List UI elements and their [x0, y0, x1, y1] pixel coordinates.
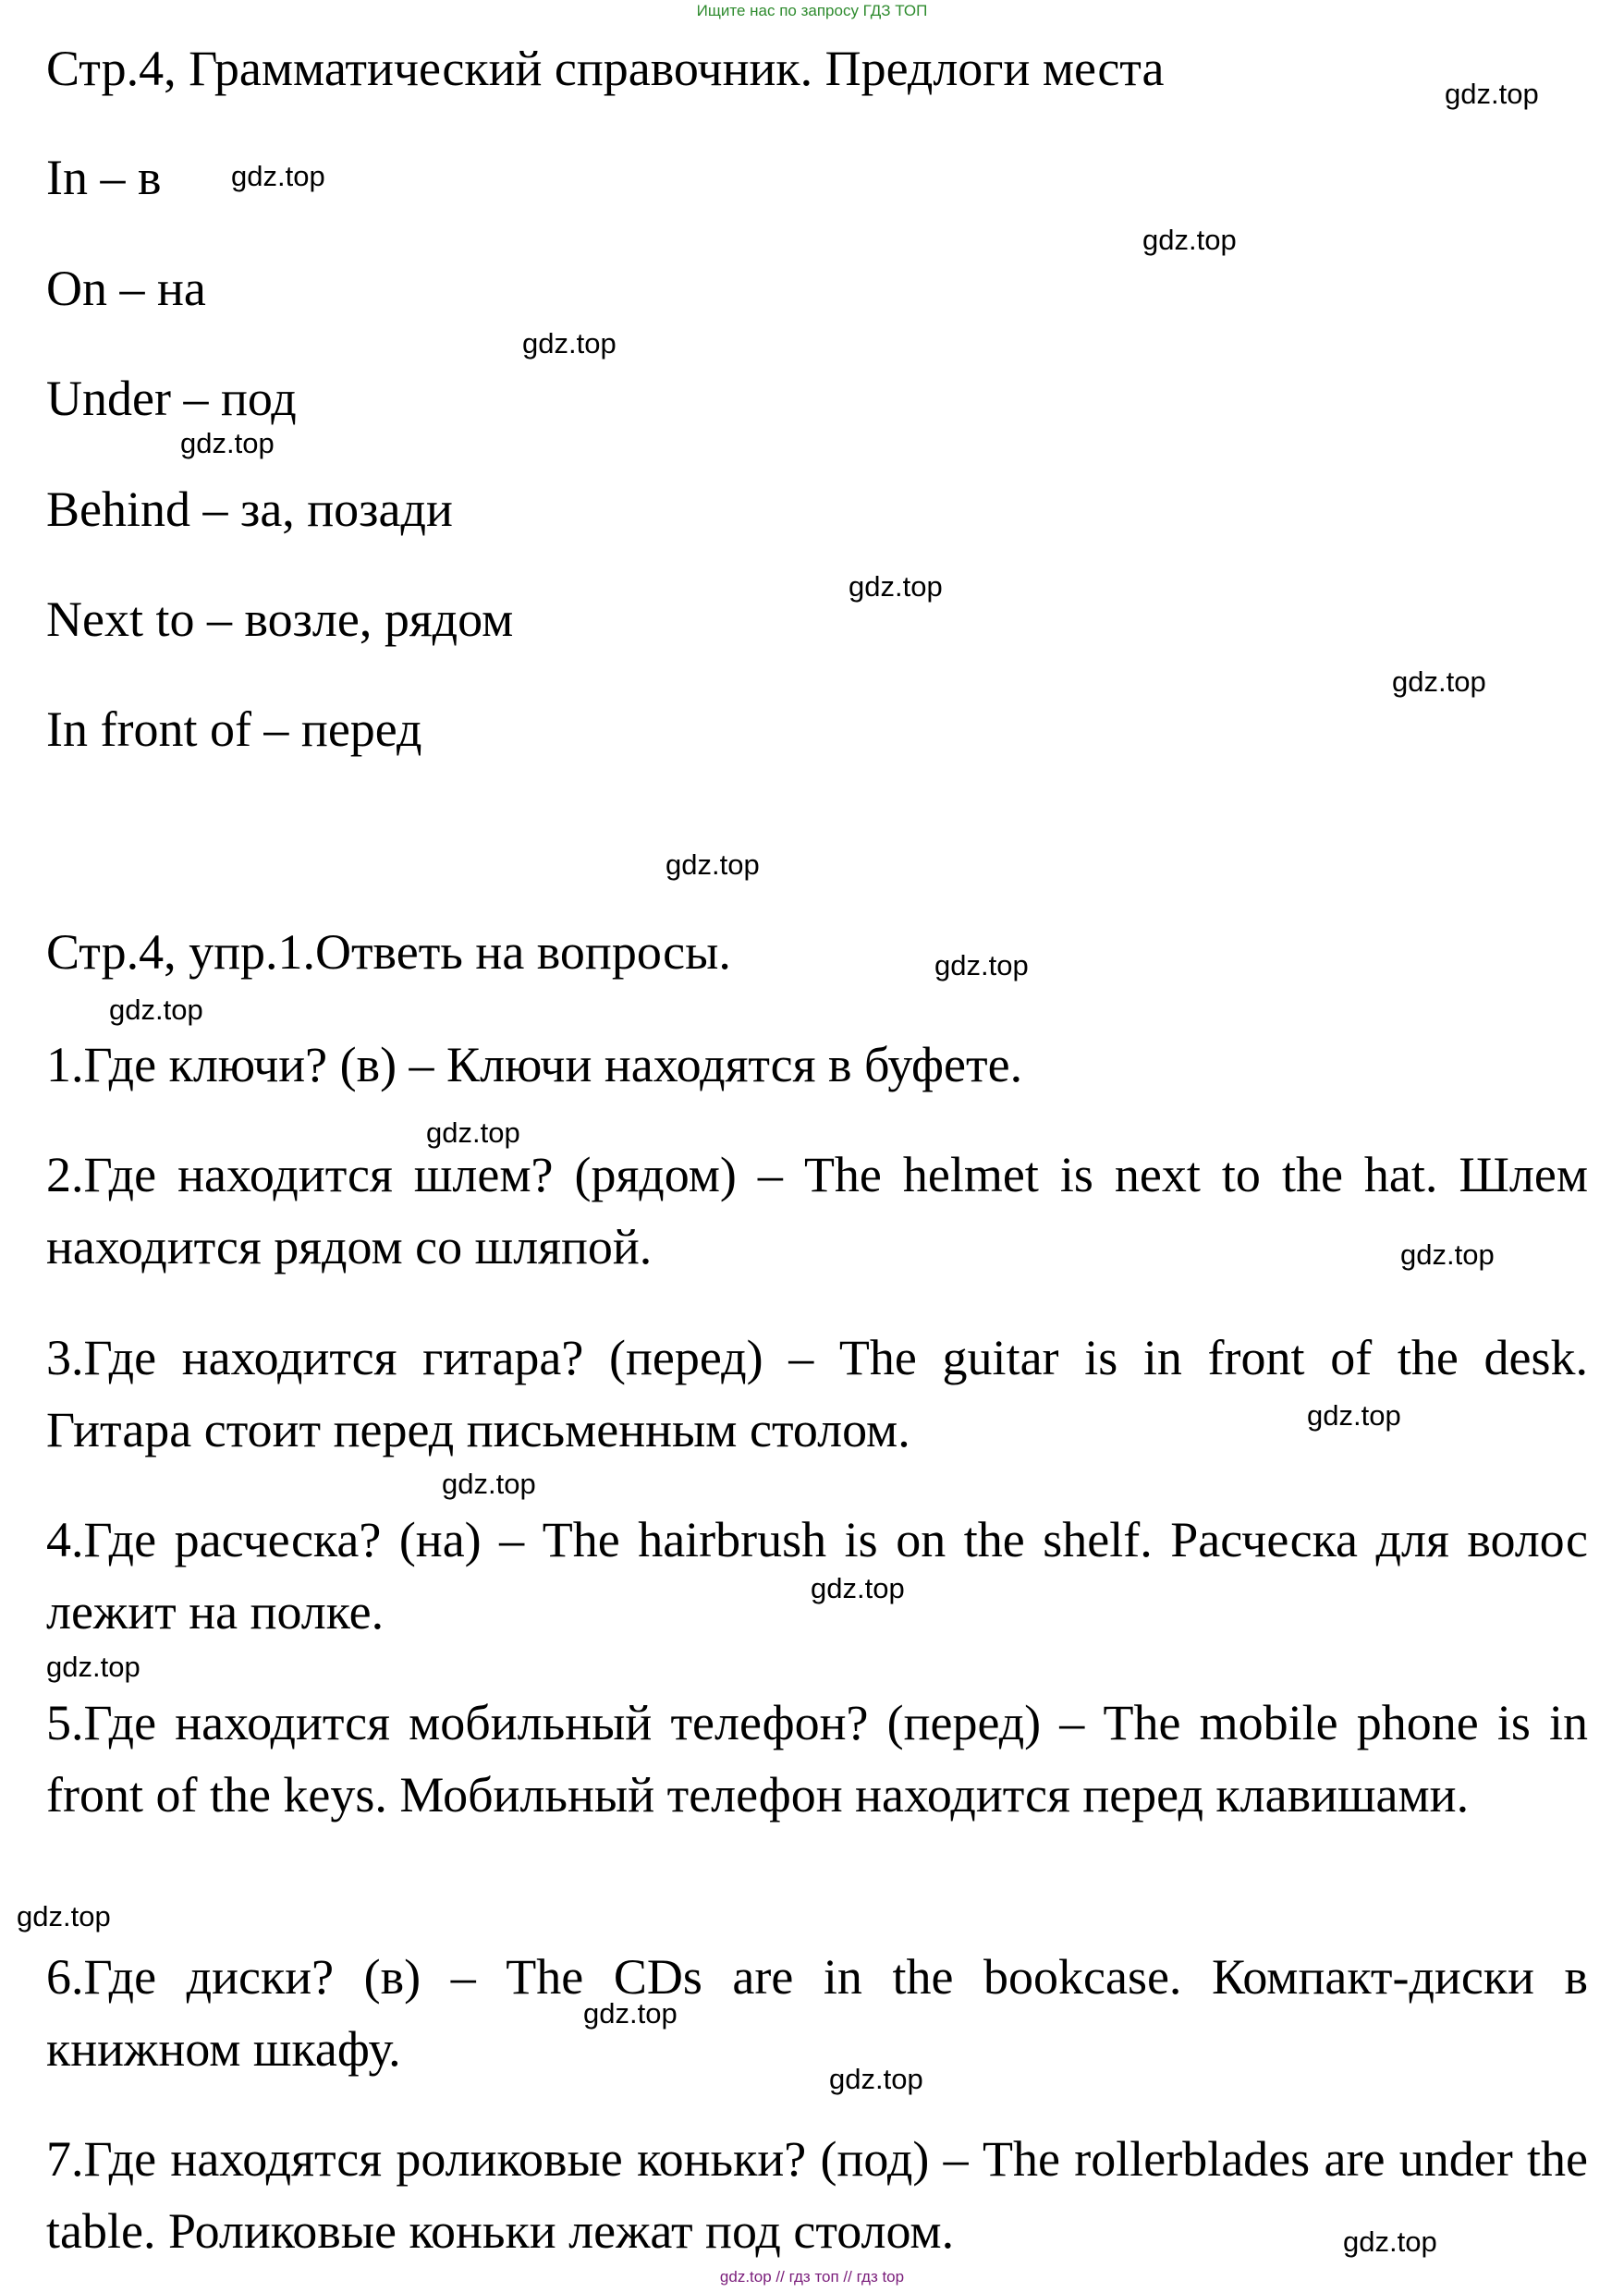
watermark: gdz.top [17, 1900, 111, 1932]
preposition-in: In – в [46, 150, 162, 205]
watermark: gdz.top [811, 1572, 905, 1604]
section1-title: Стр.4, Грамматический справочник. Предлоги места [46, 41, 1165, 96]
answer-2: 2.Где находится шлем? (рядом) – The helmet is next to the hat. Шлем находится рядом со шляпой. [46, 1147, 1588, 1274]
preposition-behind: Behind – за, позади [46, 482, 453, 537]
top-search-note: Ищите нас по запросу ГДЗ ТОП [696, 2, 928, 19]
answer-3: 3.Где находится гитара? (перед) – The guitar is in front of the desk. Гитара стоит перед письменным столом. [46, 1330, 1588, 1457]
watermark: gdz.top [1400, 1238, 1495, 1271]
footer-note: gdz.top // гдз топ // гдз top [719, 2268, 905, 2286]
watermark: gdz.top [849, 570, 943, 603]
watermark: gdz.top [180, 427, 275, 459]
answer-1: 1.Где ключи? (в) – Ключи находятся в буфете. [46, 1037, 1023, 1092]
watermark: gdz.top [829, 2063, 923, 2095]
watermark: gdz.top [522, 327, 617, 360]
watermark: gdz.top [1445, 78, 1539, 110]
answer-7: 7.Где находятся роликовые коньки? (под) – The rollerblades are under the table. Роликовые коньки лежат под столом. [46, 2131, 1588, 2259]
answer-6: 6.Где диски? (в) – The CDs are in the bookcase. Компакт-диски в книжном шкафу. [46, 1949, 1588, 2077]
preposition-under: Under – под [46, 371, 297, 426]
watermark: gdz.top [46, 1651, 140, 1683]
answer-5: 5.Где находится мобильный телефон? (перед) – The mobile phone is in front of the keys. Мобильный телефон находится перед клавишами. [46, 1695, 1588, 1823]
watermark: gdz.top [442, 1468, 536, 1500]
watermark: gdz.top [583, 1997, 678, 2030]
section2-title: Стр.4, упр.1.Ответь на вопросы. [46, 924, 731, 980]
watermark: gdz.top [1307, 1399, 1401, 1432]
preposition-on: On – на [46, 261, 206, 316]
watermark: gdz.top [109, 994, 203, 1026]
watermark: gdz.top [1343, 2225, 1437, 2258]
watermark: gdz.top [665, 848, 760, 881]
watermark: gdz.top [1142, 224, 1237, 256]
preposition-next-to: Next to – возле, рядом [46, 591, 514, 647]
watermark: gdz.top [1392, 665, 1486, 698]
watermark: gdz.top [426, 1116, 520, 1149]
watermark: gdz.top [934, 949, 1029, 981]
preposition-in-front-of: In front of – перед [46, 701, 422, 757]
answer-4: 4.Где расческа? (на) – The hairbrush is on the shelf. Расческа для волос лежит на полке. [46, 1512, 1588, 1640]
watermark: gdz.top [231, 160, 325, 192]
